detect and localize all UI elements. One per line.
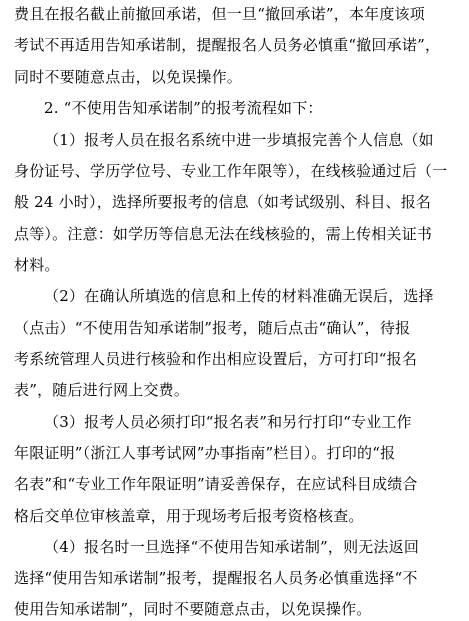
text-line: 选择“使用告知承诺制”报考，提醒报名人员务必慎重选择“不 xyxy=(14,569,418,587)
text-line: 身份证号、学历学位号、专业工作年限等），在线核验通过后（一 xyxy=(14,162,448,180)
text-line: 般 24 小时），选择所要报考的信息（如考试级别、科目、报名 xyxy=(14,193,432,211)
section-heading: 2. “不使用告知承诺制”的报考流程如下： xyxy=(44,99,323,117)
text-line: （4）报名时一旦选择“不使用告知承诺制”，则无法返回 xyxy=(44,538,420,556)
text-line: 年限证明”（浙江人事考试网”办事指南”栏目）。打印的“报 xyxy=(14,444,396,462)
text-line: （3）报考人员必须打印“报名表”和另行打印“专业工作 xyxy=(44,413,412,431)
text-line: 考试不再适用告知承诺制，提醒报名人员务必慎重“撤回承诺”， xyxy=(14,36,441,54)
text-line: 表”，随后进行网上交费。 xyxy=(14,381,190,399)
text-line: 费且在报名截止前撤回承诺，但一旦“撤回承诺”，本年度该项 xyxy=(14,5,425,23)
text-line: 点等）。注意：如学历等信息无法在线核验的，需上传相关证书 xyxy=(14,225,433,243)
text-line: 名表”和“专业工作年限证明”请妥善保存，在应试科目成绩合 xyxy=(14,475,418,493)
text-line: 材料。 xyxy=(14,256,60,274)
text-line: （1）报考人员在报名系统中进一步填报完善个人信息（如 xyxy=(44,131,434,149)
text-line: 考系统管理人员进行核验和作出相应设置后，方可打印“报名 xyxy=(14,350,418,368)
text-line: 使用告知承诺制”，同时不要随意点击，以免误操作。 xyxy=(14,600,372,618)
text-line: 格后交单位审核盖章，用于现场考后报考资格核查。 xyxy=(14,507,364,525)
text-line: （点击）“不使用告知承诺制”报考，随后点击“确认”，待报 xyxy=(14,319,411,337)
text-line: （2）在确认所填选的信息和上传的材料准确无误后，选择 xyxy=(44,287,434,305)
text-line: 同时不要随意点击，以免误操作。 xyxy=(14,68,243,86)
